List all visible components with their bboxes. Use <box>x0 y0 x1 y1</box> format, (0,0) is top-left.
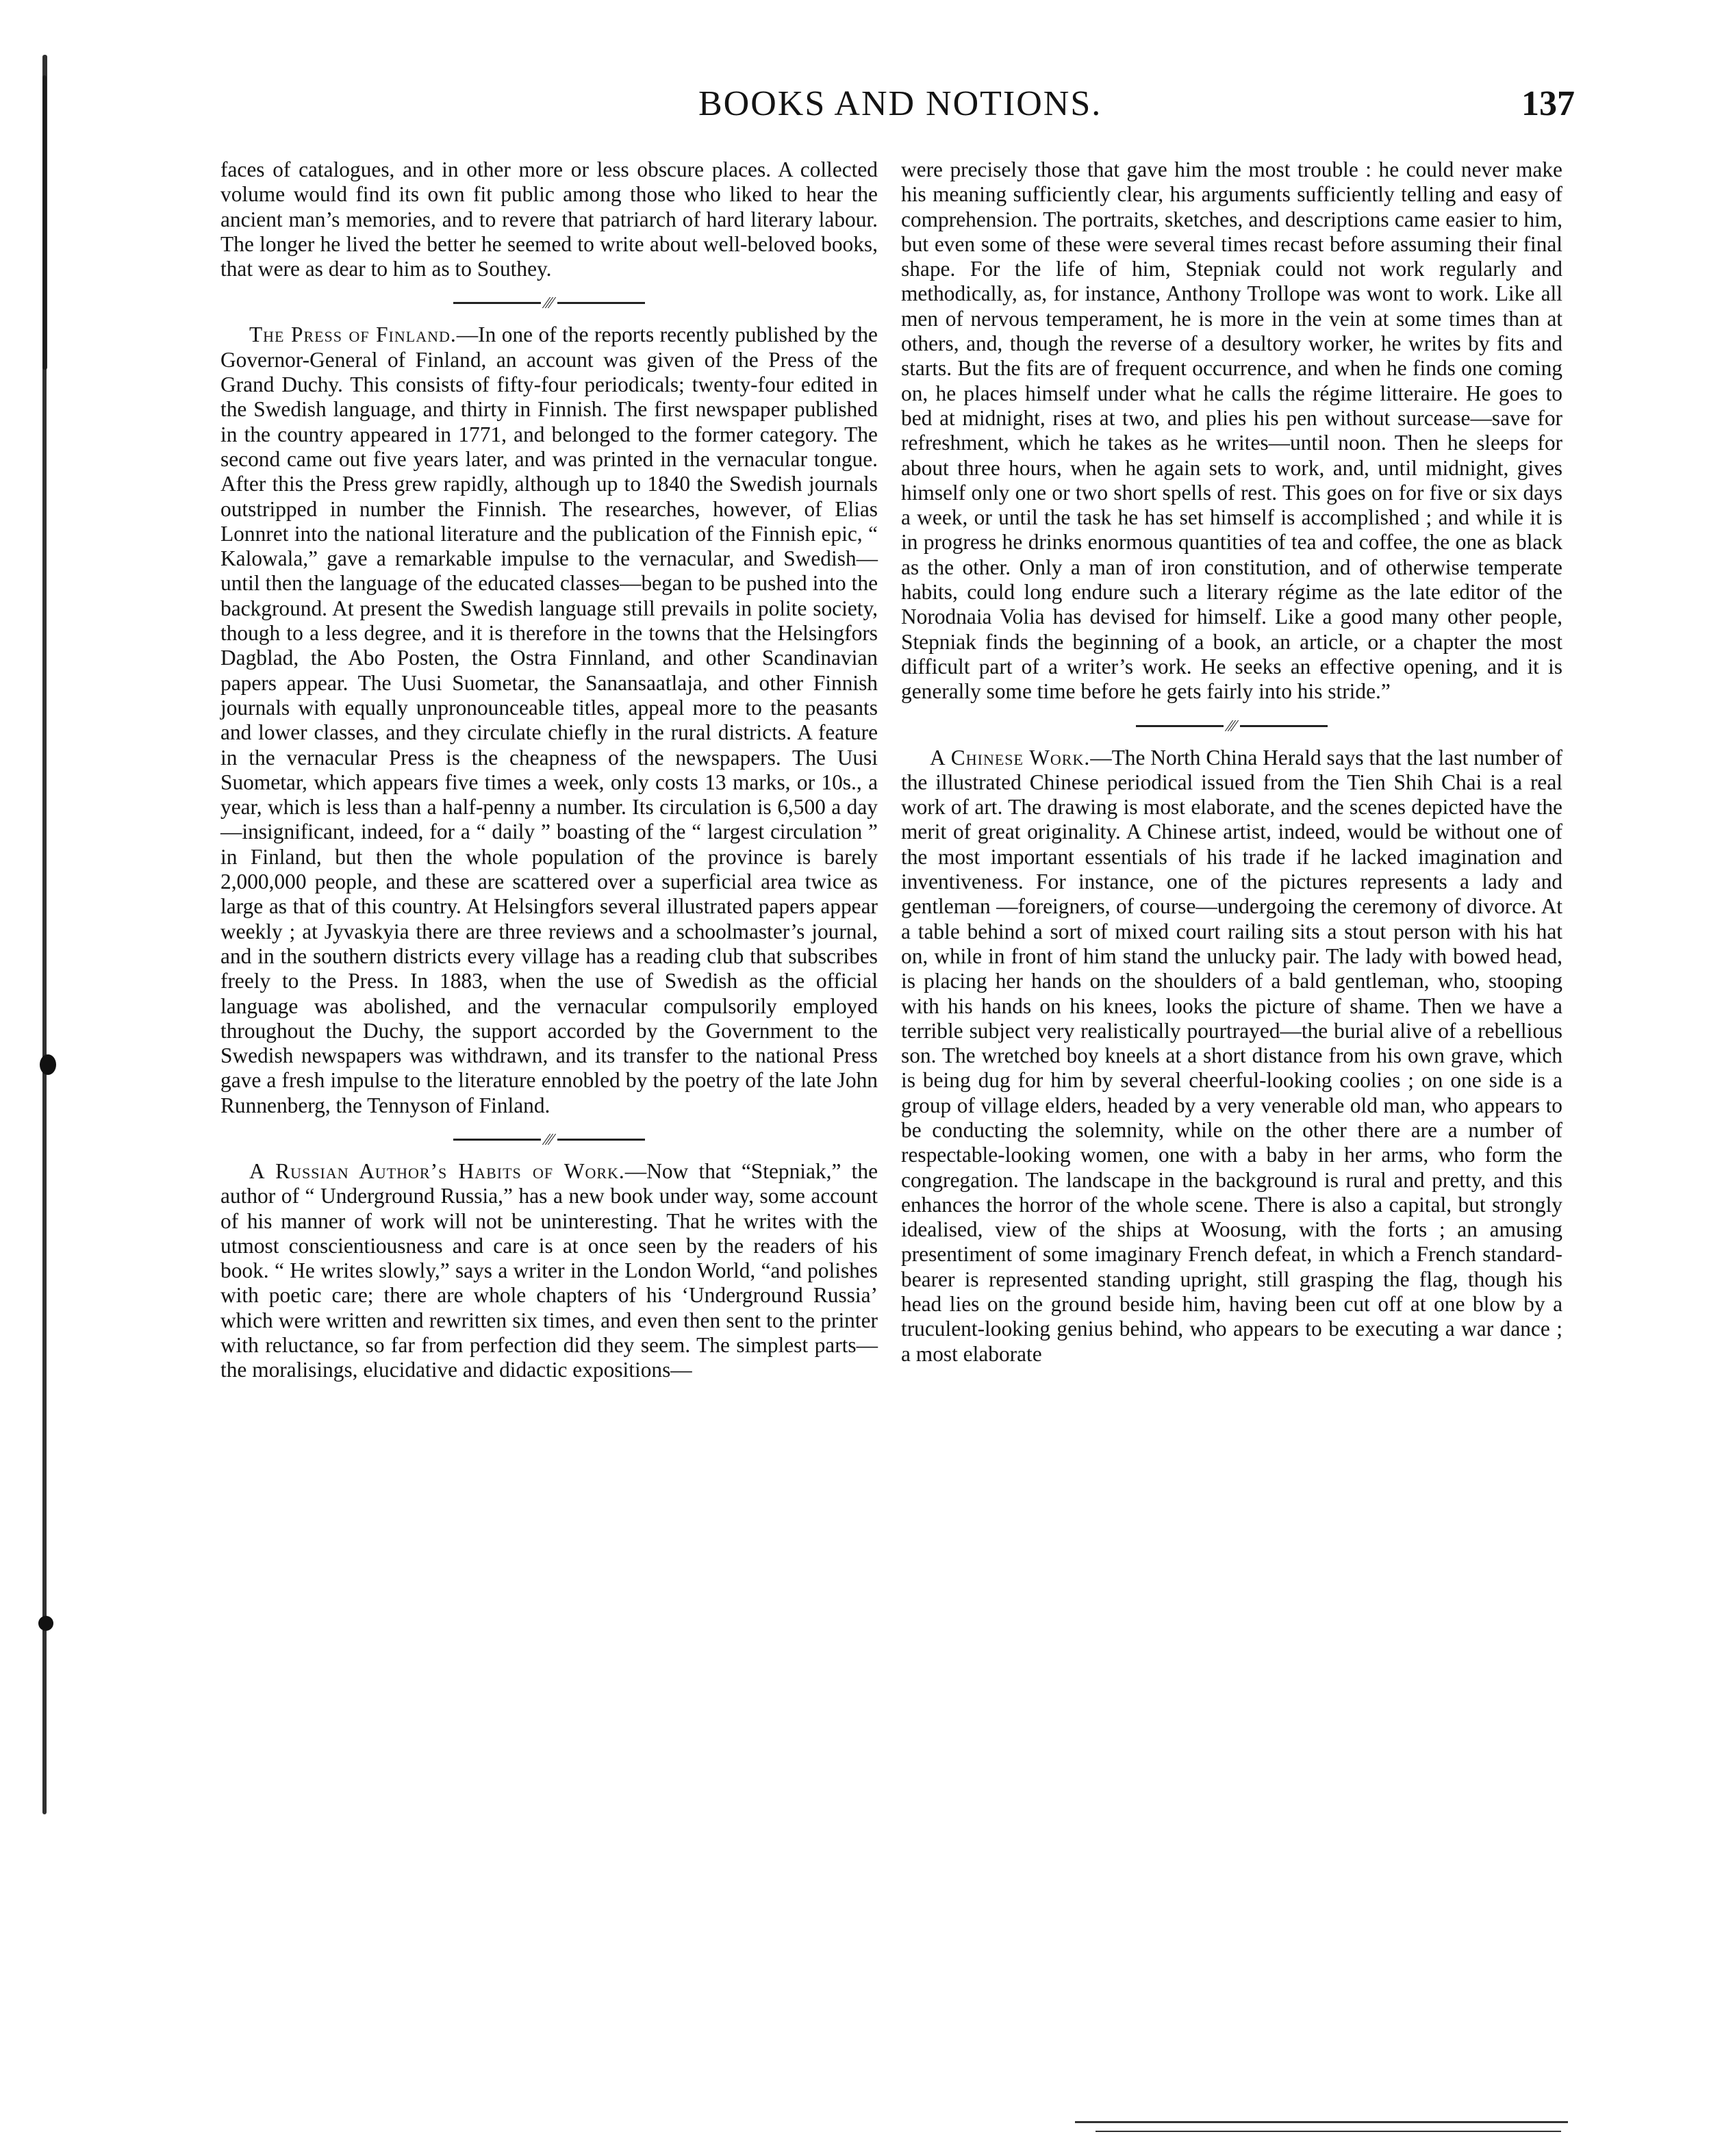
margin-ink-blot <box>40 1054 56 1075</box>
right-column <box>901 157 1562 1367</box>
article-press-of-finland <box>220 322 878 1118</box>
running-title: BOOKS AND NOTIONS. <box>698 84 1102 123</box>
margin-binding-mark <box>42 75 47 1814</box>
margin-ink-blot <box>38 1616 53 1631</box>
article-chinese-work <box>901 746 1562 1367</box>
article-heading: A Chinese Work. <box>930 745 1091 770</box>
bottom-rule <box>1075 2121 1568 2123</box>
paragraph-catalogues: faces of catalogues, and in other more or less obscure places. A collected volume would find its own fit public among those who liked to hear the ancient man’s memories, and to revere that patriarch of hard literary labour. The longer he lived the better he seemed to write about well-beloved books, that were as dear to him as to Southey. <box>220 157 878 281</box>
article-heading: The Press of Finland. <box>249 322 457 347</box>
article-body: —In one of the reports recently published by the Governor-General of Finland, an account was given of the Press of the Grand Duchy. This consists of fifty-four periodicals; twenty-four edited in the Swedish language, and thirty in Finnish. The first newspaper published in the country appeared in 1771, and belonged to the former category. The second came out five years later, and was printed in the vernacular tongue. After this the Press grew rapidly, although up to 1840 the Swedish journals outstripped in number the Finnish. The researches, however, of Elias Lonnret into the national literature and the publication of the Finnish epic, “ Kalowala,” gave a remarkable impulse to the vernacular, and Swedish—until then the language of the educated classes—began to be pushed into the background. At present the Swedish language still prevails in polite society, though to a less degree, and it is therefore in the towns that the Helsingfors Dagblad, the Abo Posten, the Ostra Finnland, and other Scandinavian papers appear. The Uusi Suometar, the Sanansaatlaja, and other Finnish journals with equally unpronounceable titles, appeal more to the peasants and lower classes, and they circulate chiefly in the rural districts. A feature in the vernacular Press is the cheapness of the newspapers. The Uusi Suometar, which appears five times a week, only costs 13 marks, or 10s., a year, which is less than a half-penny a number. Its circulation is 6,500 a day—insignificant, indeed, for a “ daily ” boasting of the “ largest circulation ” in Finland, but then the whole population of the province is barely 2,000,000 people, and these are scattered over a superficial area twice as large as that of this country. At Helsingfors several illustrated papers appear weekly ; at Jyvaskyia there are three reviews and a schoolmaster’s journal, and in the southern districts every village has a reading club that subscribes freely to the Press. In 1883, when the use of Swedish as the official language was abolished, and the vernacular compulsorily employed throughout the Duchy, the support accorded by the Government to the Swedish newspapers was withdrawn, and its transfer to the national Press gave a fresh impulse to the literature ennobled by the poetry of the late John Runnenberg, the Tennyson of Finland. <box>220 322 878 1117</box>
page-number: 137 <box>1521 84 1575 123</box>
paragraph-stepniak-continued: were precisely those that gave him the most trouble : he could never make his meaning sufficiently clear, his arguments sufficiently telling and easy of comprehension. The portraits, sketches, and descriptions came easier to him, but even some of these were several times recast before assuming their final shape. For the life of him, Stepniak could not work regularly and methodically, as, for instance, Anthony Trollope was wont to work. Like all men of nervous temperament, he is more in the vein at some times than at others, and, though the reverse of a desultory worker, he writes by fits and starts. But the fits are of frequent occurrence, and when he finds one coming on, he places himself under what he calls the régime litteraire. He goes to bed at midnight, rises at two, and plies his pen without surcease—save for refreshment, which he takes as he writes—until noon. Then he sleeps for about three hours, when he again sets to work, and, until midnight, gives himself only one or two short spells of rest. This goes on for five or six days a week, or until the task he has set himself is accomplished ; and while it is in progress he drinks enormous quantities of tea and coffee, the one as black as the other. Only a man of iron constitution, and of otherwise temperate habits, could long endure such a literary régime as the late editor of the Norodnaia Volia has devised for himself. Like a good many other people, Stepniak finds the beginning of a book, an article, or a chapter the most difficult part of a writer’s work. He seeks an effective opening, and it is generally some time before he gets fairly into his stride.” <box>901 157 1562 704</box>
section-separator: ⁄⁄⁄ <box>220 281 878 322</box>
left-column <box>220 157 878 1383</box>
running-header <box>219 81 1575 136</box>
section-separator: ⁄⁄⁄ <box>220 1118 878 1159</box>
article-body: —Now that “Stepniak,” the author of “ Underground Russia,” has a new book under way, some account of his manner of work will not be uninteresting. That he writes with the utmost conscientiousness and care is at once seen by the readers of his book. “ He writes slowly,” says a writer in the London World, “and polishes with poetic care; there are whole chapters of his ‘Underground Russia’ which were written and rewritten six times, and even then sent to the printer with reluctance, so far from perfection did they seem. The simplest parts—the moralisings, elucidative and didactic expositions— <box>220 1158 878 1382</box>
article-russian-author <box>220 1159 878 1383</box>
bottom-rule <box>1096 2131 1561 2132</box>
article-body: —The North China Herald says that the last number of the illustrated Chinese periodical issued from the Tien Shih Chai is a real work of art. The drawing is most elaborate, and the scenes depicted have the merit of great originality. A Chinese artist, indeed, would be without one of the most important essentials of his trade if he lacked imagination and inventiveness. For instance, one of the pictures represents a lady and gentleman —foreigners, of course—undergoing the ceremony of divorce. At a table behind a sort of mixed court railing sits a stout person with his hat on, while in front of him stand the unlucky pair. The lady with bowed head, is placing her hands on the shoulders of a bald gentleman, who, stooping with his hands on his knees, looks the picture of shame. Then we have a terrible subject very realistically pourtrayed—the burial alive of a rebellious son. The wretched boy kneels at a short distance from his own grave, which is being dug for him by several cheerful-looking coolies ; on one side is a group of village elders, headed by a very venerable old man, who appears to be conducting the solemnity, while on the other there are a number of respectable-looking women, one with a baby in her arms, who form the congregation. The landscape in the background is rural and pretty, and this enhances the horror of the whole scene. There is also a capital, but strongly idealised, view of the ships at Woosung, with the forts ; an amusing presentiment of some imaginary French defeat, in which a French standard-bearer is represented standing upright, still grasping the flag, though his head lies on the ground beside him, having been cut off at one blow by a truculent-looking genius behind, who appears to be executing a war dance ; a most elaborate <box>901 745 1562 1366</box>
section-separator: ⁄⁄⁄ <box>901 705 1562 746</box>
article-heading: A Russian Author’s Habits of Work. <box>249 1158 625 1183</box>
